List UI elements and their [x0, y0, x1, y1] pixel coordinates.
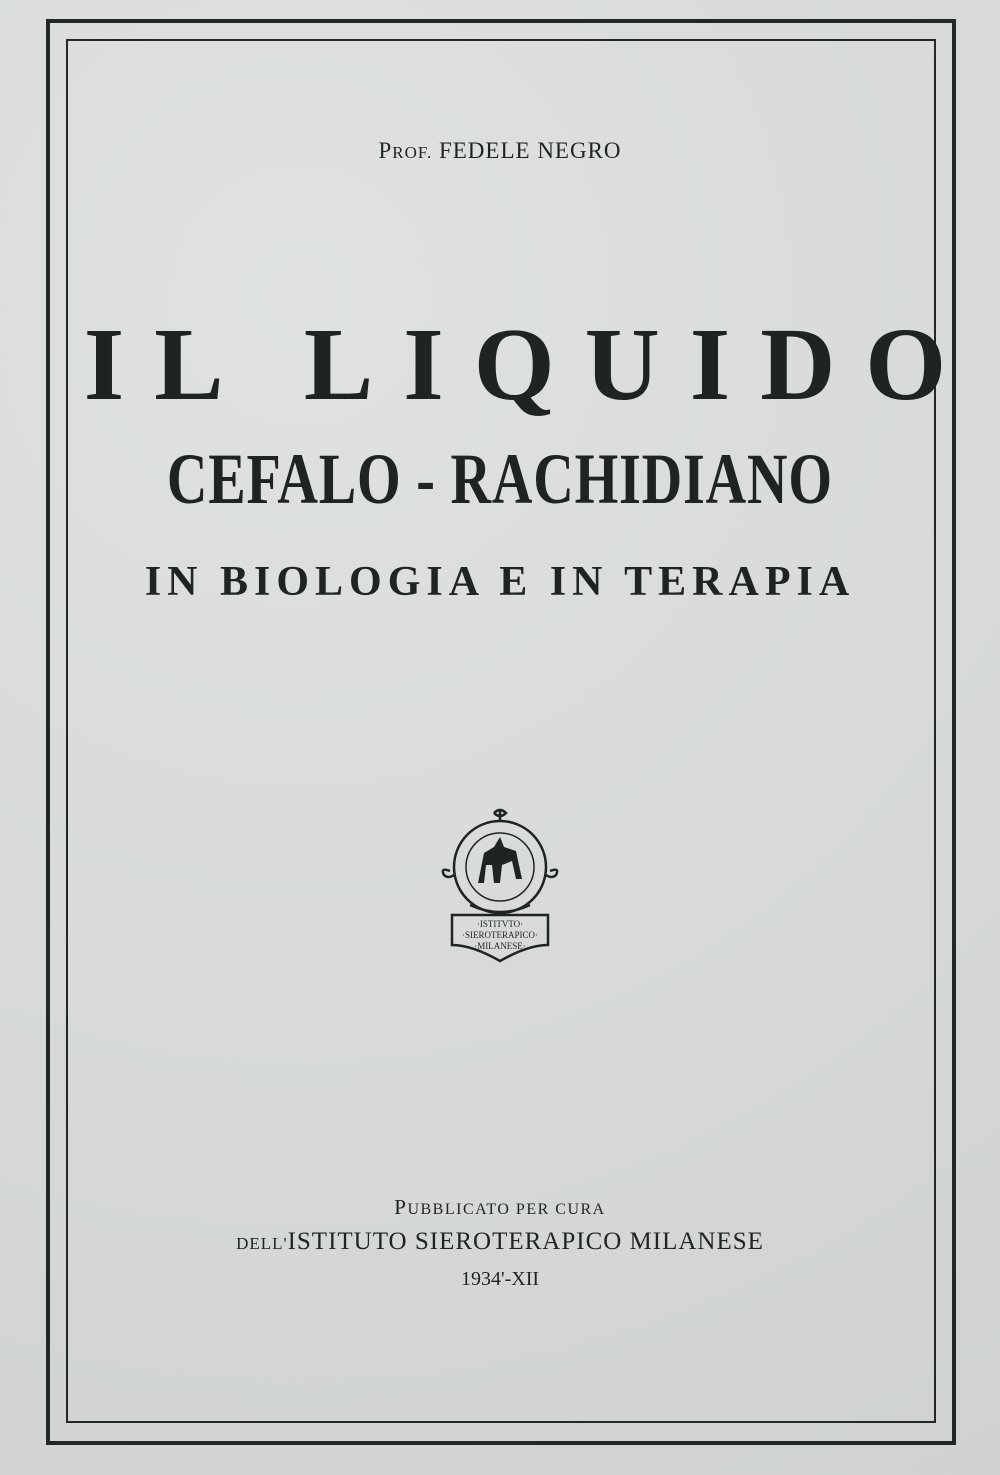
- title-line-2-text: CEFALO - RACHIDIANO: [167, 439, 833, 519]
- publisher-name: ISTITUTO SIEROTERAPICO MILANESE: [287, 1228, 764, 1255]
- publisher-line-1-text: UBBLICATO PER CURA: [407, 1201, 606, 1218]
- publisher-seal-logo: [430, 805, 570, 965]
- subtitle: IN BIOLOGIA E IN TERAPIA: [144, 559, 856, 605]
- svg-text:·MILANESE·: ·MILANESE·: [474, 941, 526, 951]
- author-prefix-initial: P: [378, 138, 393, 163]
- publisher-line-1-initial: P: [394, 1195, 408, 1219]
- title-line-1: IL LIQUIDO: [83, 307, 977, 422]
- publisher-line-2: [0, 1228, 1000, 1256]
- publication-date: 1934'-XII: [460, 1268, 540, 1290]
- svg-text:·ISTITVTO·: ·ISTITVTO·: [476, 919, 524, 929]
- author-name: FEDELE NEGRO: [438, 138, 622, 163]
- svg-text:·SIEROTERAPICO·: ·SIEROTERAPICO·: [462, 930, 538, 940]
- author-line: [0, 138, 1000, 164]
- title-line-2: [0, 438, 1000, 521]
- publisher-line-1: [0, 1195, 1000, 1220]
- author-prefix: ROF.: [392, 143, 433, 162]
- publisher-prefix: DELL': [236, 1234, 288, 1253]
